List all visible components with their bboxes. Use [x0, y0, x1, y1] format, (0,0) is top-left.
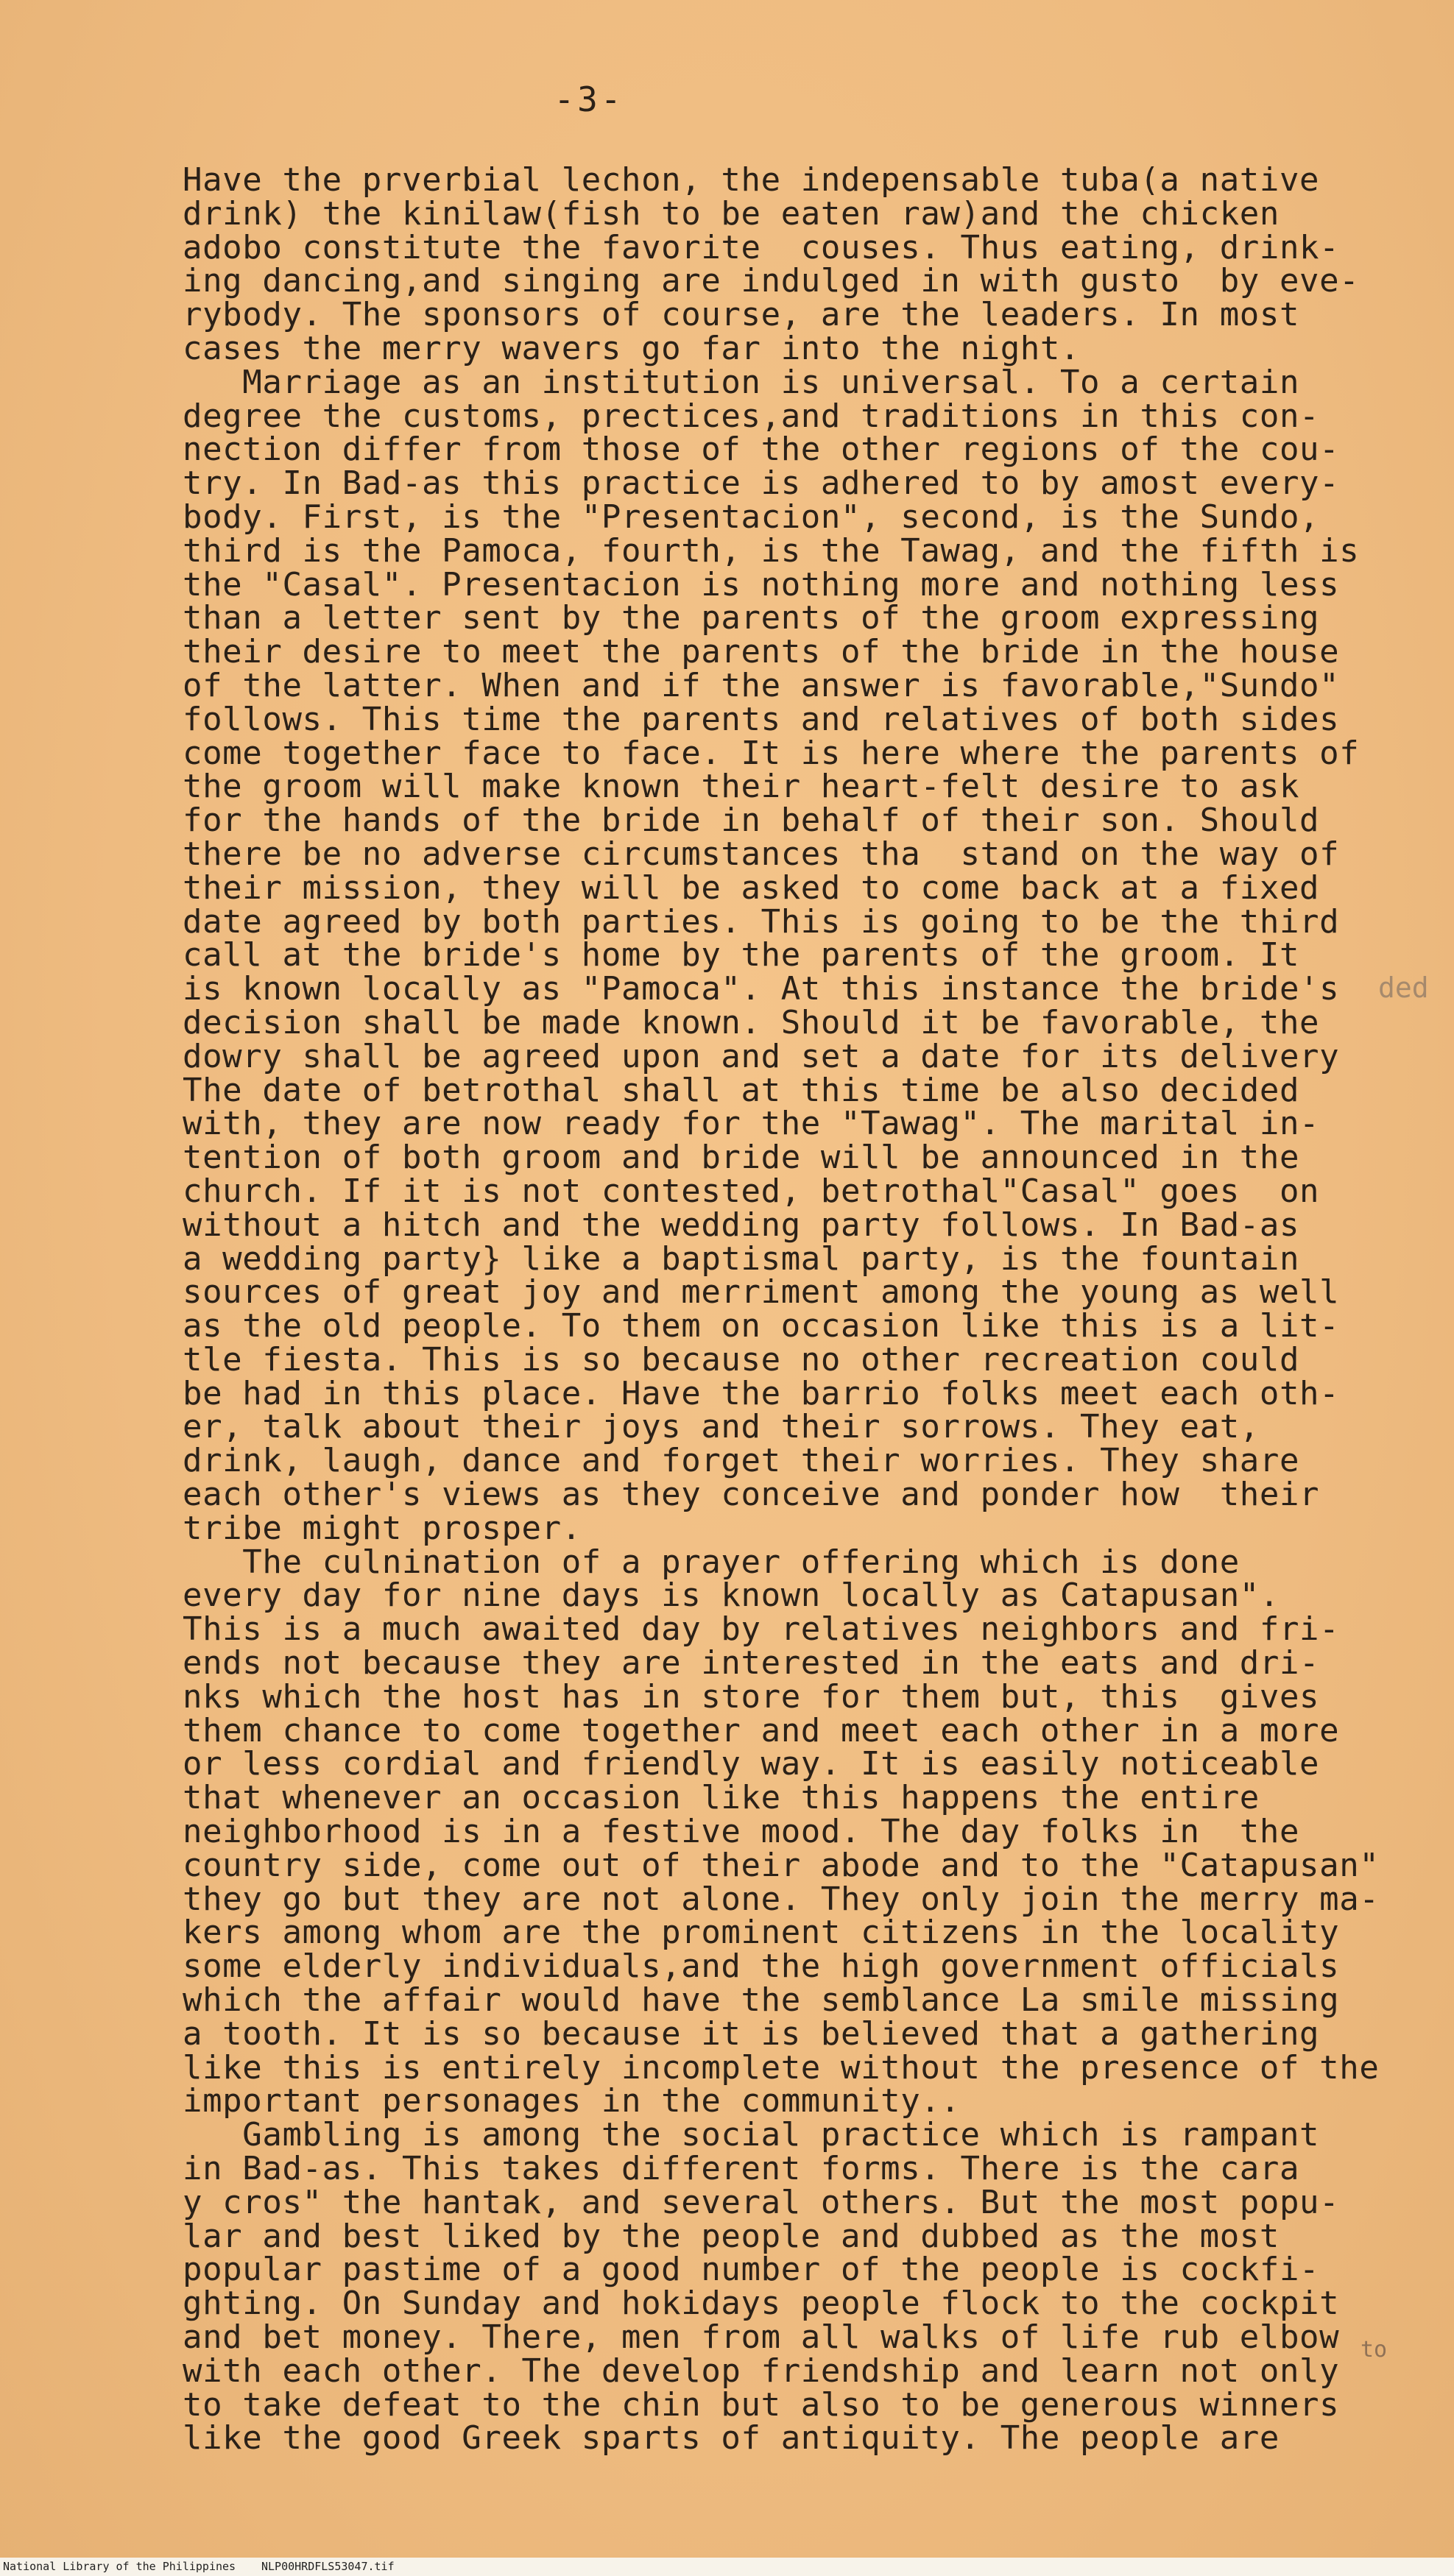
- text-line: like the good Greek sparts of antiquity. The people are: [183, 2419, 1280, 2458]
- footer: [0, 2558, 1454, 2576]
- text-line: popular pastime of a good number of the people is cockfi-: [183, 2251, 1320, 2289]
- text-line: without a hitch and the wedding party follows. In Bad-as: [183, 1206, 1300, 1244]
- text-line: degree the customs, prectices,and traditions in this con-: [183, 397, 1320, 435]
- text-line: as the old people. To them on occasion like this is a lit-: [183, 1307, 1340, 1345]
- text-line: The date of betrothal shall at this time be also decided: [183, 1071, 1300, 1109]
- text-line: to take defeat to the chin but also to be generous winners: [183, 2385, 1340, 2424]
- text-line: call at the bride's home by the parents of the groom. It: [183, 936, 1300, 974]
- text-line: The culnination of a prayer offering which is done: [183, 1543, 1240, 1581]
- text-line: like this is entirely incomplete without the presence of the: [183, 2048, 1380, 2087]
- text-line: tribe might prosper.: [183, 1509, 582, 1547]
- text-line: a wedding party} like a baptismal party, is the fountain: [183, 1239, 1300, 1278]
- text-line: some elderly individuals,and the high government officials: [183, 1947, 1340, 1986]
- text-line: cases the merry wavers go far into the night.: [183, 329, 1081, 367]
- text-line: country side, come out of their abode and to the "Catapusan": [183, 1846, 1380, 1884]
- text-line: adobo constitute the favorite couses. Thus eating, drink-: [183, 228, 1340, 266]
- text-line: drink) the kinilaw(fish to be eaten raw)and the chicken: [183, 194, 1280, 233]
- footer-filename: NLP00HRDFLS53047.tif: [261, 2560, 395, 2573]
- text-line: Have the prverbial lechon, the indepensable tuba(a native: [183, 161, 1320, 199]
- text-line: and bet money. There, men from all walks of life rub elbow: [183, 2318, 1340, 2356]
- text-line: dowry shall be agreed upon and set a date for its delivery: [183, 1037, 1340, 1075]
- text-line: or less cordial and friendly way. It is easily noticeable: [183, 1745, 1320, 1783]
- text-line: important personages in the community..: [183, 2082, 961, 2120]
- text-line: each other's views as they conceive and ponder how their: [183, 1476, 1320, 1514]
- text-line: ends not because they are interested in the eats and dri-: [183, 1644, 1320, 1682]
- text-line: tention of both groom and bride will be announced in the: [183, 1139, 1300, 1177]
- text-line: is known locally as "Pamoca". At this instance the bride's: [183, 970, 1340, 1008]
- text-line: their desire to meet the parents of the bride in the house: [183, 633, 1340, 671]
- text-line: which the affair would have the semblance La smile missing: [183, 1981, 1340, 2020]
- text-line: ing dancing,and singing are indulged in with gusto by eve-: [183, 262, 1360, 300]
- text-line: the "Casal". Presentacion is nothing more and nothing less: [183, 565, 1340, 604]
- text-line: that whenever an occasion like this happens the entire: [183, 1779, 1260, 1817]
- body-text: [183, 161, 1380, 2458]
- text-line: follows. This time the parents and relatives of both sides: [183, 700, 1340, 738]
- text-line: for the hands of the bride in behalf of their son. Should: [183, 802, 1320, 840]
- text-line: their mission, they will be asked to come back at a fixed: [183, 868, 1320, 907]
- text-line: This is a much awaited day by relatives neighbors and fri-: [183, 1610, 1340, 1649]
- text-line: er, talk about their joys and their sorrows. They eat,: [183, 1408, 1260, 1446]
- text-line: y cros" the hantak, and several others. But the most popu-: [183, 2183, 1340, 2221]
- text-line: in Bad-as. This takes different forms. There is the cara: [183, 2150, 1300, 2188]
- text-line: tle fiesta. This is so because no other recreation could: [183, 1340, 1300, 1379]
- text-line: church. If it is not contested, betrothal"Casal" goes on: [183, 1172, 1320, 1210]
- page-number: -3-: [554, 79, 624, 119]
- text-line: Marriage as an institution is universal. To a certain: [183, 363, 1300, 401]
- text-line: with, they are now ready for the "Tawag". The marital in-: [183, 1105, 1320, 1143]
- text-line: a tooth. It is so because it is believed that a gathering: [183, 2014, 1320, 2053]
- text-line: drink, laugh, dance and forget their worries. They share: [183, 1442, 1300, 1480]
- text-line: try. In Bad-as this practice is adhered to by amost every-: [183, 464, 1340, 503]
- text-line: they go but they are not alone. They only join the merry ma-: [183, 1880, 1380, 1918]
- margin-fragment: to: [1361, 2337, 1388, 2363]
- text-line: nection differ from those of the other regions of the cou-: [183, 431, 1340, 469]
- text-line: kers among whom are the prominent citizens in the locality: [183, 1914, 1340, 1952]
- footer-source: National Library of the Philippines: [3, 2560, 236, 2573]
- text-line: every day for nine days is known locally as Catapusan".: [183, 1577, 1280, 1615]
- text-line: rybody. The sponsors of course, are the leaders. In most: [183, 296, 1300, 334]
- text-line: ghting. On Sunday and hokidays people flock to the cockpit: [183, 2285, 1340, 2323]
- text-line: nks which the host has in store for them but, this gives: [183, 1677, 1320, 1716]
- text-line: than a letter sent by the parents of the groom expressing: [183, 599, 1320, 637]
- text-line: neighborhood is in a festive mood. The day folks in the: [183, 1813, 1300, 1851]
- text-line: of the latter. When and if the answer is favorable,"Sundo": [183, 666, 1340, 704]
- text-line: Gambling is among the social practice which is rampant: [183, 2116, 1320, 2154]
- text-line: them chance to come together and meet each other in a more: [183, 1711, 1340, 1749]
- text-line: there be no adverse circumstances tha stand on the way of: [183, 835, 1340, 873]
- text-line: with each other. The develop friendship and learn not only: [183, 2352, 1340, 2390]
- text-line: third is the Pamoca, fourth, is the Tawag, and the fifth is: [183, 531, 1360, 570]
- text-line: be had in this place. Have the barrio folks meet each oth-: [183, 1374, 1340, 1412]
- text-line: sources of great joy and merriment among the young as well: [183, 1273, 1340, 1312]
- text-line: body. First, is the "Presentacion", second, is the Sundo,: [183, 498, 1320, 536]
- text-line: come together face to face. It is here where the parents of: [183, 734, 1360, 772]
- text-line: the groom will make known their heart-felt desire to ask: [183, 768, 1300, 806]
- text-line: decision shall be made known. Should it be favorable, the: [183, 1003, 1320, 1041]
- text-line: lar and best liked by the people and dubbed as the most: [183, 2217, 1280, 2255]
- margin-note: ded: [1378, 972, 1429, 1004]
- text-line: date agreed by both parties. This is going to be the third: [183, 902, 1340, 941]
